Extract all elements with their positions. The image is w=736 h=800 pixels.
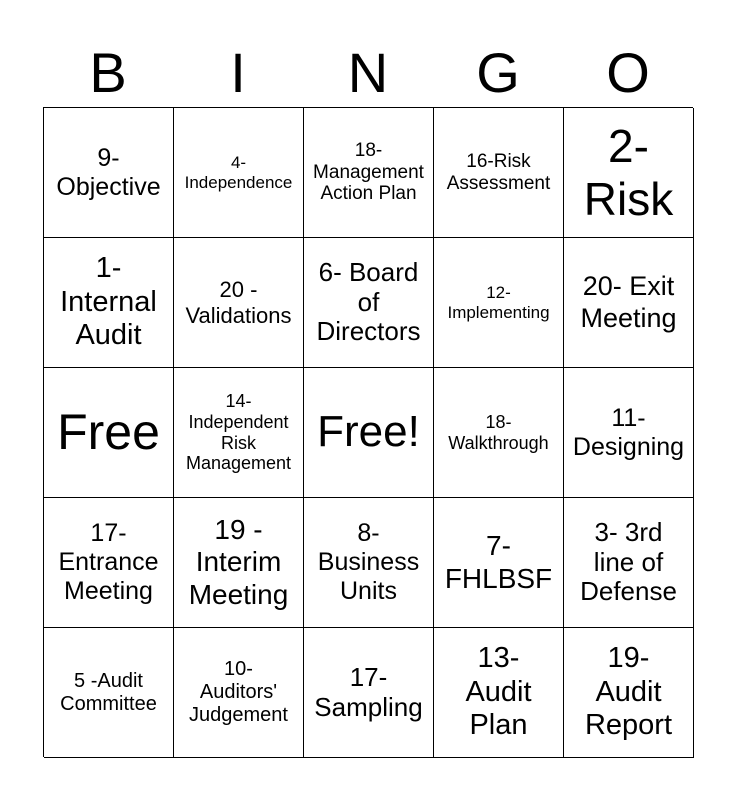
bingo-cell-label: 8- Business Units — [317, 519, 420, 605]
header-letter-o: O — [606, 41, 650, 104]
bingo-cell[interactable] — [304, 628, 434, 758]
bingo-cell-label: 6- Board of Directors — [316, 256, 421, 347]
bingo-cell[interactable] — [174, 498, 304, 628]
bingo-cell[interactable] — [434, 498, 564, 628]
bingo-cell-label: 20- Exit Meeting — [580, 271, 677, 333]
free-space-cell[interactable] — [44, 368, 174, 498]
bingo-cell-label: 7- FHLBSF — [444, 530, 553, 594]
bingo-cell-label: 12- Implementing — [447, 282, 550, 322]
bingo-cell-label: 10- Auditors' Judgement — [189, 658, 288, 726]
bingo-cell-label: 9- Objective — [56, 143, 161, 201]
bingo-cell[interactable] — [434, 108, 564, 238]
bingo-cell-label: 18- Management Action Plan — [313, 139, 424, 205]
bingo-cell-label: 20 - Validations — [185, 277, 292, 328]
bingo-cell[interactable] — [174, 238, 304, 368]
header-letter-i: I — [230, 41, 246, 104]
bingo-cell[interactable] — [434, 238, 564, 368]
bingo-cell-label: 13- Audit Plan — [465, 642, 532, 742]
bingo-cell-label: 17- Entrance Meeting — [58, 519, 159, 605]
bingo-cell-label: 5 -Audit Committee — [60, 669, 157, 715]
bingo-cell[interactable] — [304, 108, 434, 238]
bingo-card-grid — [43, 107, 693, 757]
bingo-cell[interactable] — [564, 628, 694, 758]
bingo-cell-label: 17- Sampling — [314, 661, 423, 722]
bingo-cell-label: 2- Risk — [583, 119, 674, 225]
bingo-cell[interactable] — [564, 498, 694, 628]
bingo-cell-label: 14- Independent Risk Management — [185, 391, 292, 474]
bingo-cell[interactable] — [564, 108, 694, 238]
header-letter-b: B — [89, 41, 127, 104]
bingo-cell[interactable] — [44, 108, 174, 238]
free-space-label: Free! — [317, 407, 420, 457]
bingo-cell[interactable] — [44, 628, 174, 758]
bingo-cell[interactable] — [564, 368, 694, 498]
header-letter-g: G — [476, 41, 520, 104]
bingo-cell[interactable] — [44, 498, 174, 628]
bingo-cell[interactable] — [174, 368, 304, 498]
bingo-cell[interactable] — [44, 238, 174, 368]
free-space-cell[interactable] — [304, 368, 434, 498]
bingo-cell-label: 3- 3rd line of Defense — [580, 516, 677, 607]
bingo-cell[interactable] — [434, 368, 564, 498]
bingo-cell-label: 11- Designing — [572, 403, 685, 461]
bingo-cell[interactable] — [434, 628, 564, 758]
bingo-cell-label: 16-Risk Assessment — [446, 150, 551, 194]
bingo-cell-label: 1- Internal Audit — [60, 252, 157, 352]
bingo-cell[interactable] — [174, 628, 304, 758]
bingo-header — [43, 38, 693, 108]
header-letter-n: N — [347, 41, 389, 104]
bingo-cell[interactable] — [564, 238, 694, 368]
bingo-cell-label: 4- Independence — [184, 152, 293, 192]
bingo-cell[interactable] — [304, 498, 434, 628]
bingo-cell-label: 19 - Interim Meeting — [188, 514, 289, 610]
bingo-cell-label: 19- Audit Report — [584, 642, 673, 742]
bingo-cell[interactable] — [304, 238, 434, 368]
bingo-cell-label: 18- Walkthrough — [448, 411, 549, 453]
free-space-label: Free — [57, 403, 160, 460]
bingo-cell[interactable] — [174, 108, 304, 238]
